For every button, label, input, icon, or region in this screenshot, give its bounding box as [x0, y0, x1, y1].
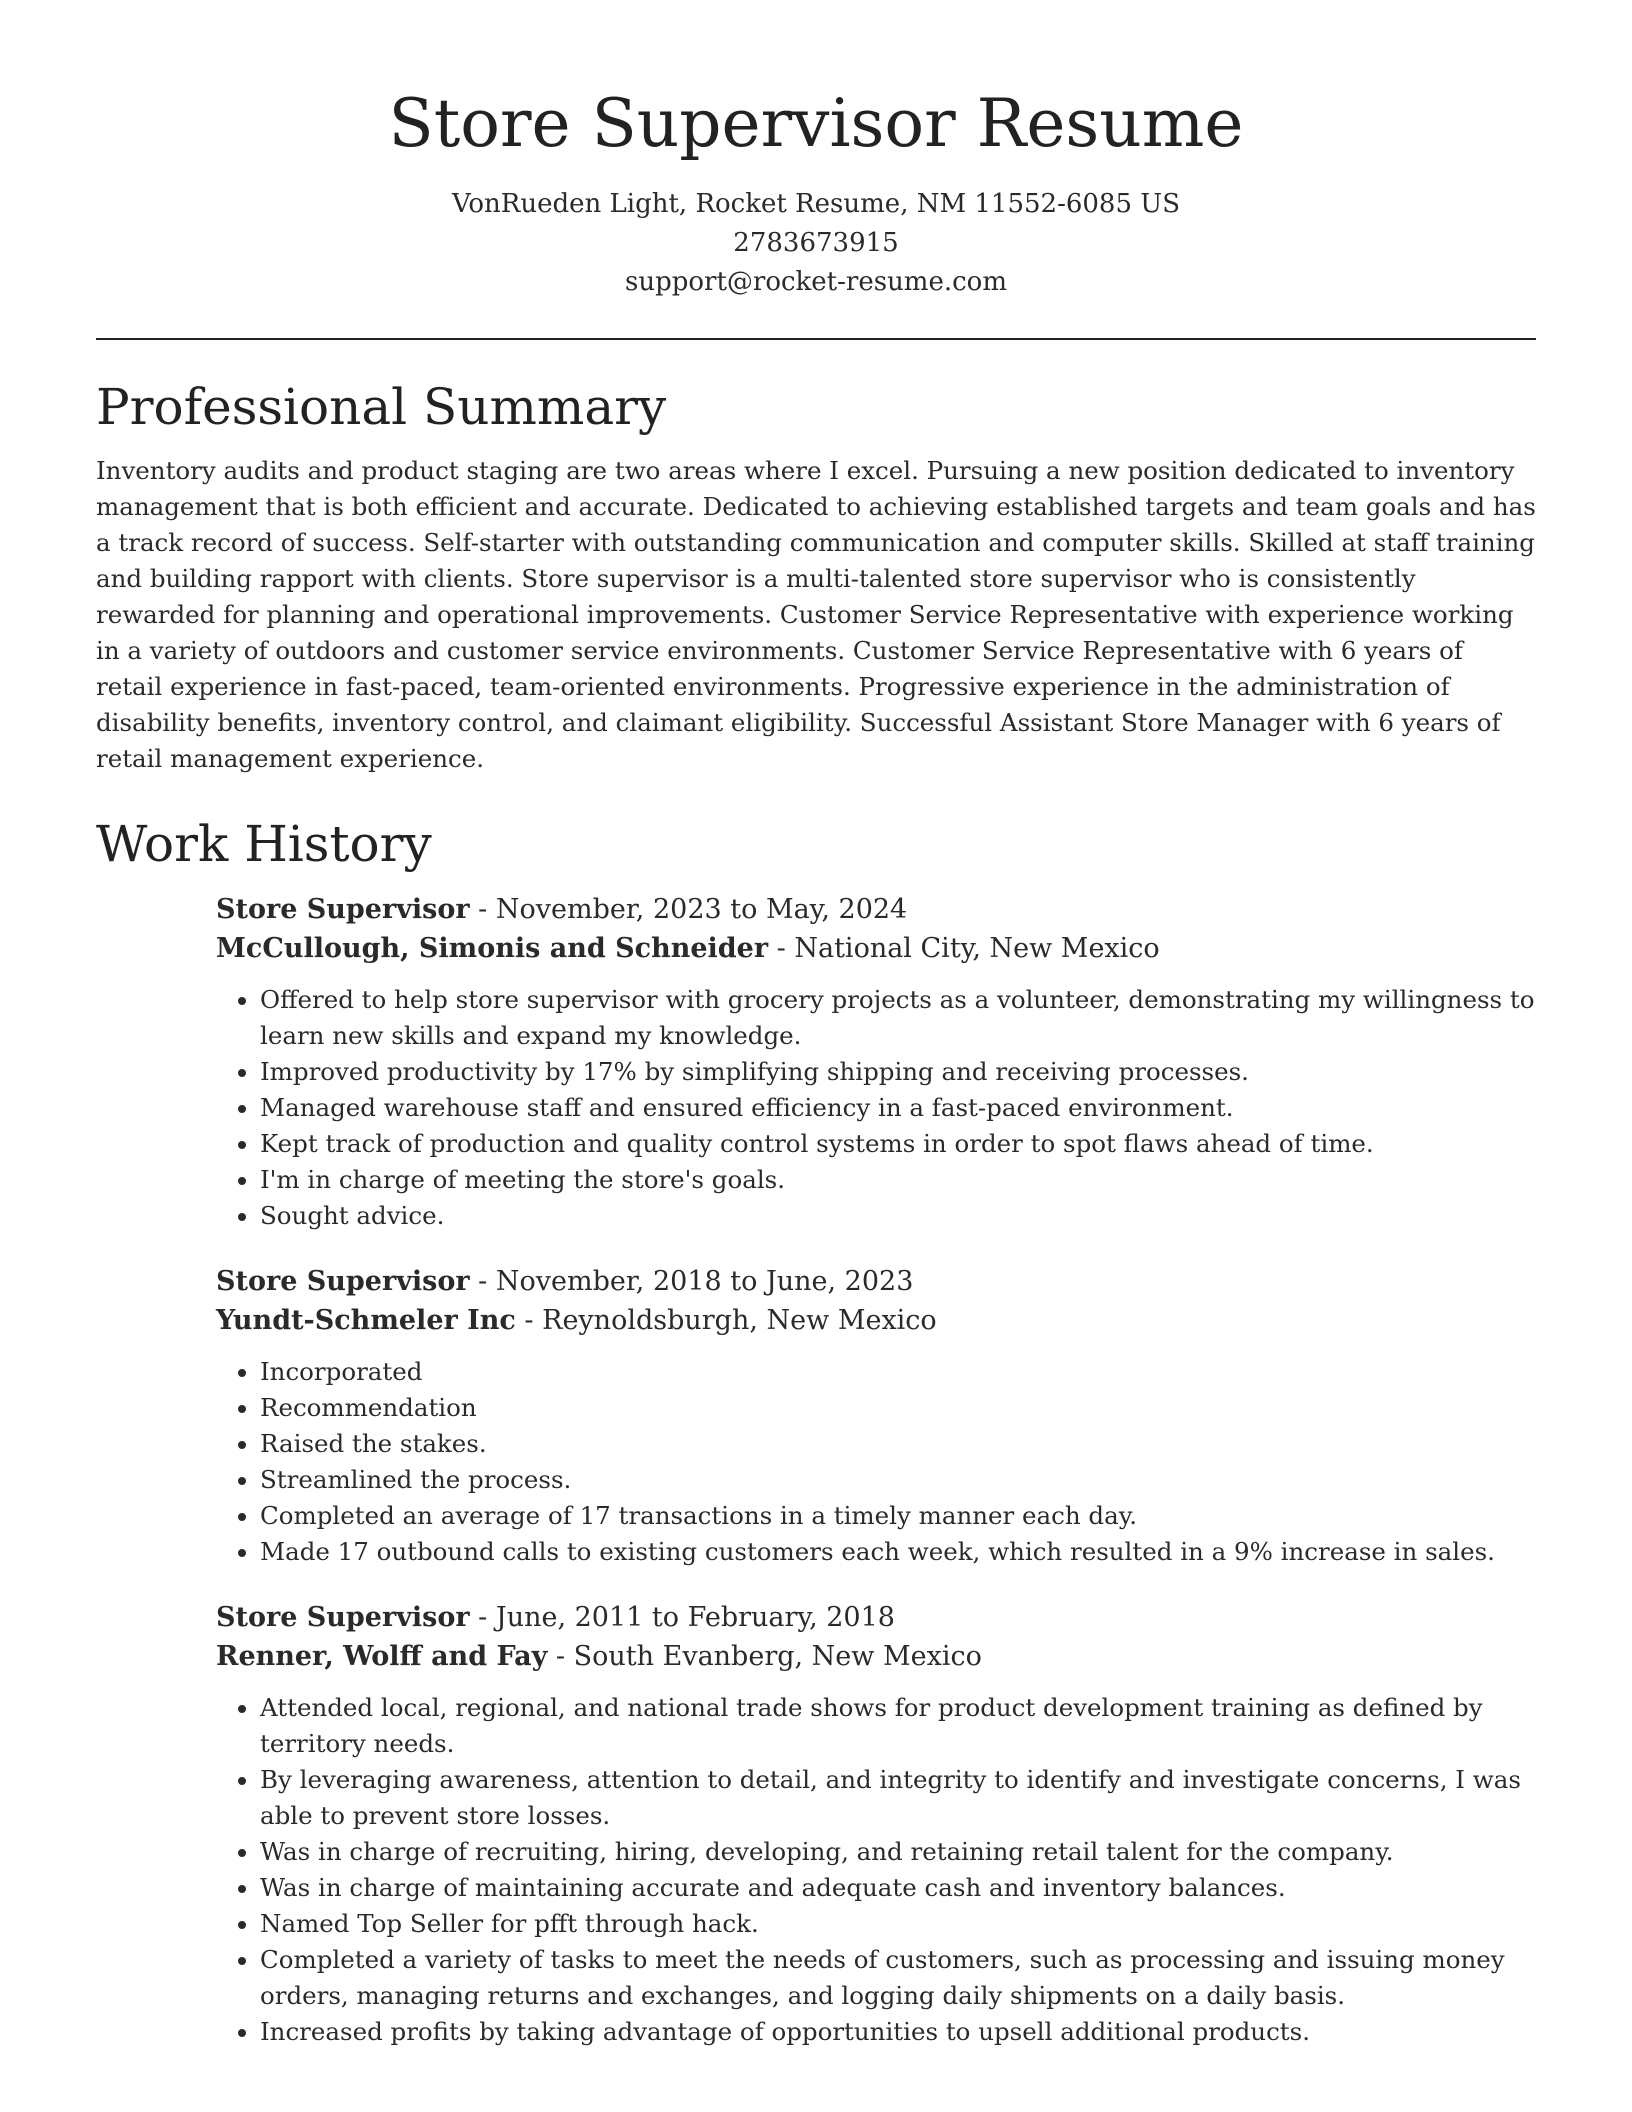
job-title: Store Supervisor — [216, 893, 470, 925]
contact-address: VonRueden Light, Rocket Resume, NM 11552-6085 US — [451, 188, 1181, 219]
job-title: Store Supervisor — [216, 1601, 470, 1633]
job-title-line — [216, 1598, 1536, 1637]
job-dates: November, 2018 to June, 2023 — [495, 1265, 914, 1297]
job-bullet: • Completed a variety of tasks to meet the needs of customers, such as processing and issuing money orders, managing returns and exchanges, and logging daily shipments on a daily basis. — [260, 1942, 1536, 2014]
job-list — [216, 890, 1536, 2050]
job-dates: November, 2023 to May, 2024 — [495, 893, 908, 925]
resume-header — [96, 0, 1536, 302]
job-bullet: • Increased profits by taking advantage of opportunities to upsell additional products. — [260, 2014, 1536, 2050]
separator: - — [515, 1304, 543, 1336]
job-company: Renner, Wolff and Fay — [216, 1640, 548, 1672]
job-dates: June, 2011 to February, 2018 — [495, 1601, 895, 1633]
job-bullet: • Was in charge of recruiting, hiring, developing, and retaining retail talent for the company. — [260, 1834, 1536, 1870]
header-divider — [96, 338, 1536, 340]
job-bullet: • Named Top Seller for pfft through hack. — [260, 1906, 1536, 1942]
job-company-line — [216, 929, 1536, 968]
separator: - — [469, 1601, 496, 1633]
separator: - — [469, 1265, 496, 1297]
separator: - — [469, 893, 496, 925]
job-bullet: • Made 17 outbound calls to existing customers each week, which resulted in a 9% increase in sales. — [260, 1534, 1536, 1570]
job-bullet: • Was in charge of maintaining accurate and adequate cash and inventory balances. — [260, 1870, 1536, 1906]
job-bullet: • Offered to help store supervisor with grocery projects as a volunteer, demonstrating my willingness to learn new skills and expand my knowledge. — [260, 982, 1536, 1054]
job-location: National City, New Mexico — [794, 932, 1160, 964]
separator: - — [547, 1640, 574, 1672]
job-company: McCullough, Simonis and Schneider — [216, 932, 769, 964]
separator: - — [768, 932, 795, 964]
resume-title: Store Supervisor Resume — [388, 85, 1244, 162]
job-bullet-list — [216, 1354, 1536, 1570]
job-location: South Evanberg, New Mexico — [573, 1640, 982, 1672]
job-bullet: • Attended local, regional, and national trade shows for product development training as defined by territory needs. — [260, 1690, 1536, 1762]
job-bullet-list — [216, 982, 1536, 1234]
job-bullet-list — [216, 1690, 1536, 2050]
job-entry — [216, 890, 1536, 1234]
job-location: Reynoldsburgh, New Mexico — [542, 1304, 937, 1336]
job-bullet: • Managed warehouse staff and ensured efficiency in a fast-paced environment. — [260, 1090, 1536, 1126]
summary-heading: Professional Summary — [96, 377, 667, 436]
work-history-heading: Work History — [96, 814, 432, 873]
job-entry — [216, 1598, 1536, 2050]
job-title: Store Supervisor — [216, 1265, 470, 1297]
job-title-line — [216, 1262, 1536, 1301]
job-bullet: • Raised the stakes. — [260, 1426, 1536, 1462]
job-bullet: • I'm in charge of meeting the store's goals. — [260, 1162, 1536, 1198]
job-bullet: • Sought advice. — [260, 1198, 1536, 1234]
job-bullet: • Improved productivity by 17% by simplifying shipping and receiving processes. — [260, 1054, 1536, 1090]
job-company-line — [216, 1637, 1536, 1676]
job-bullet: • Incorporated — [260, 1354, 1536, 1390]
contact-email: support@rocket-resume.com — [624, 266, 1007, 297]
summary-text: Inventory audits and product staging are two areas where I excel. Pursuing a new position dedicated to inventory management that is both efficient and accurate. Dedicated to achieving established targets and team goals and has a track record of success. Self-starter with outstanding communication and computer skills. Skilled at staff training and building rapport with clients. Store supervisor is a multi-talented store supervisor who is consistently rewarded for planning and operational improvements. Customer Service Representative with experience working in a variety of outdoors and customer service environments. Customer Service Representative with 6 years of retail experience in fast-paced, team-oriented environments. Progressive experience in the administration of disability benefits, inventory control, and claimant eligibility. Successful Assistant Store Manager with 6 years of retail management experience. — [96, 455, 1536, 773]
job-bullet: • Kept track of production and quality control systems in order to spot flaws ahead of time. — [260, 1126, 1536, 1162]
job-bullet: • By leveraging awareness, attention to detail, and integrity to identify and investigate concerns, I was able to prevent store losses. — [260, 1762, 1536, 1834]
job-bullet: • Streamlined the process. — [260, 1462, 1536, 1498]
job-entry — [216, 1262, 1536, 1570]
job-title-line — [216, 890, 1536, 929]
contact-phone: 2783673915 — [733, 227, 899, 258]
job-bullet: • Completed an average of 17 transactions in a timely manner each day. — [260, 1498, 1536, 1534]
job-bullet: • Recommendation — [260, 1390, 1536, 1426]
job-company: Yundt-Schmeler Inc — [216, 1304, 516, 1336]
job-company-line — [216, 1301, 1536, 1340]
